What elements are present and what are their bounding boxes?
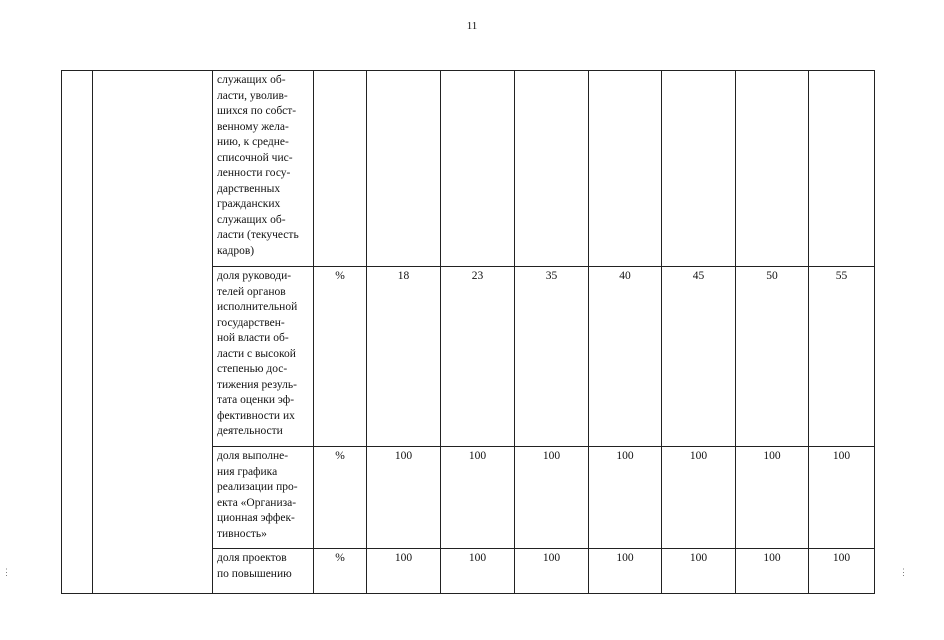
number-column-cell	[62, 71, 93, 594]
name-column-cell	[93, 71, 213, 594]
value-cell: 100	[809, 447, 875, 549]
value-cell: 100	[367, 447, 441, 549]
value-cell: 40	[589, 267, 662, 447]
page-number: 11	[466, 20, 478, 32]
value-cell: 23	[441, 267, 515, 447]
value-cell: 100	[589, 447, 662, 549]
indicators-table	[61, 70, 875, 594]
value-cell: 100	[515, 447, 589, 549]
value-cell	[662, 71, 736, 267]
value-cell	[736, 71, 809, 267]
unit-cell	[314, 71, 367, 267]
value-cell: 100	[662, 549, 736, 594]
value-cell: 55	[809, 267, 875, 447]
value-cell: 35	[515, 267, 589, 447]
value-cell	[515, 71, 589, 267]
value-cell: 100	[441, 447, 515, 549]
value-cell	[589, 71, 662, 267]
indicator-description: доля проектов по повышению	[213, 549, 314, 594]
value-cell: 100	[662, 447, 736, 549]
unit-cell: %	[314, 267, 367, 447]
indicator-description: доля руководи- телей органов исполнительной государствен- ной власти об- ласти с высокой степенью дос- тижения резуль- тата оценки эф- фективности их деятельности	[213, 267, 314, 447]
indicator-description: доля выполне- ния графика реализации про- екта «Организа- ционная эффек- тивность»	[213, 447, 314, 549]
value-cell	[367, 71, 441, 267]
value-cell: 100	[736, 549, 809, 594]
value-cell: 50	[736, 267, 809, 447]
value-cell: 100	[809, 549, 875, 594]
value-cell: 100	[367, 549, 441, 594]
table-row	[62, 71, 875, 267]
value-cell: 45	[662, 267, 736, 447]
value-cell: 100	[736, 447, 809, 549]
unit-cell: %	[314, 549, 367, 594]
value-cell	[441, 71, 515, 267]
indicator-description: служащих об- ласти, уволив- шихся по собст- венному жела- нию, к средне- списочной чис- ленности госу- дарственных гражданских служащих об- ласти (текучесть кадров)	[213, 71, 314, 267]
value-cell: 100	[515, 549, 589, 594]
margin-mark-right: ⋮	[899, 567, 908, 577]
unit-cell: %	[314, 447, 367, 549]
margin-mark-left: ⋮	[2, 567, 11, 577]
value-cell: 100	[589, 549, 662, 594]
value-cell: 100	[441, 549, 515, 594]
value-cell	[809, 71, 875, 267]
value-cell: 18	[367, 267, 441, 447]
